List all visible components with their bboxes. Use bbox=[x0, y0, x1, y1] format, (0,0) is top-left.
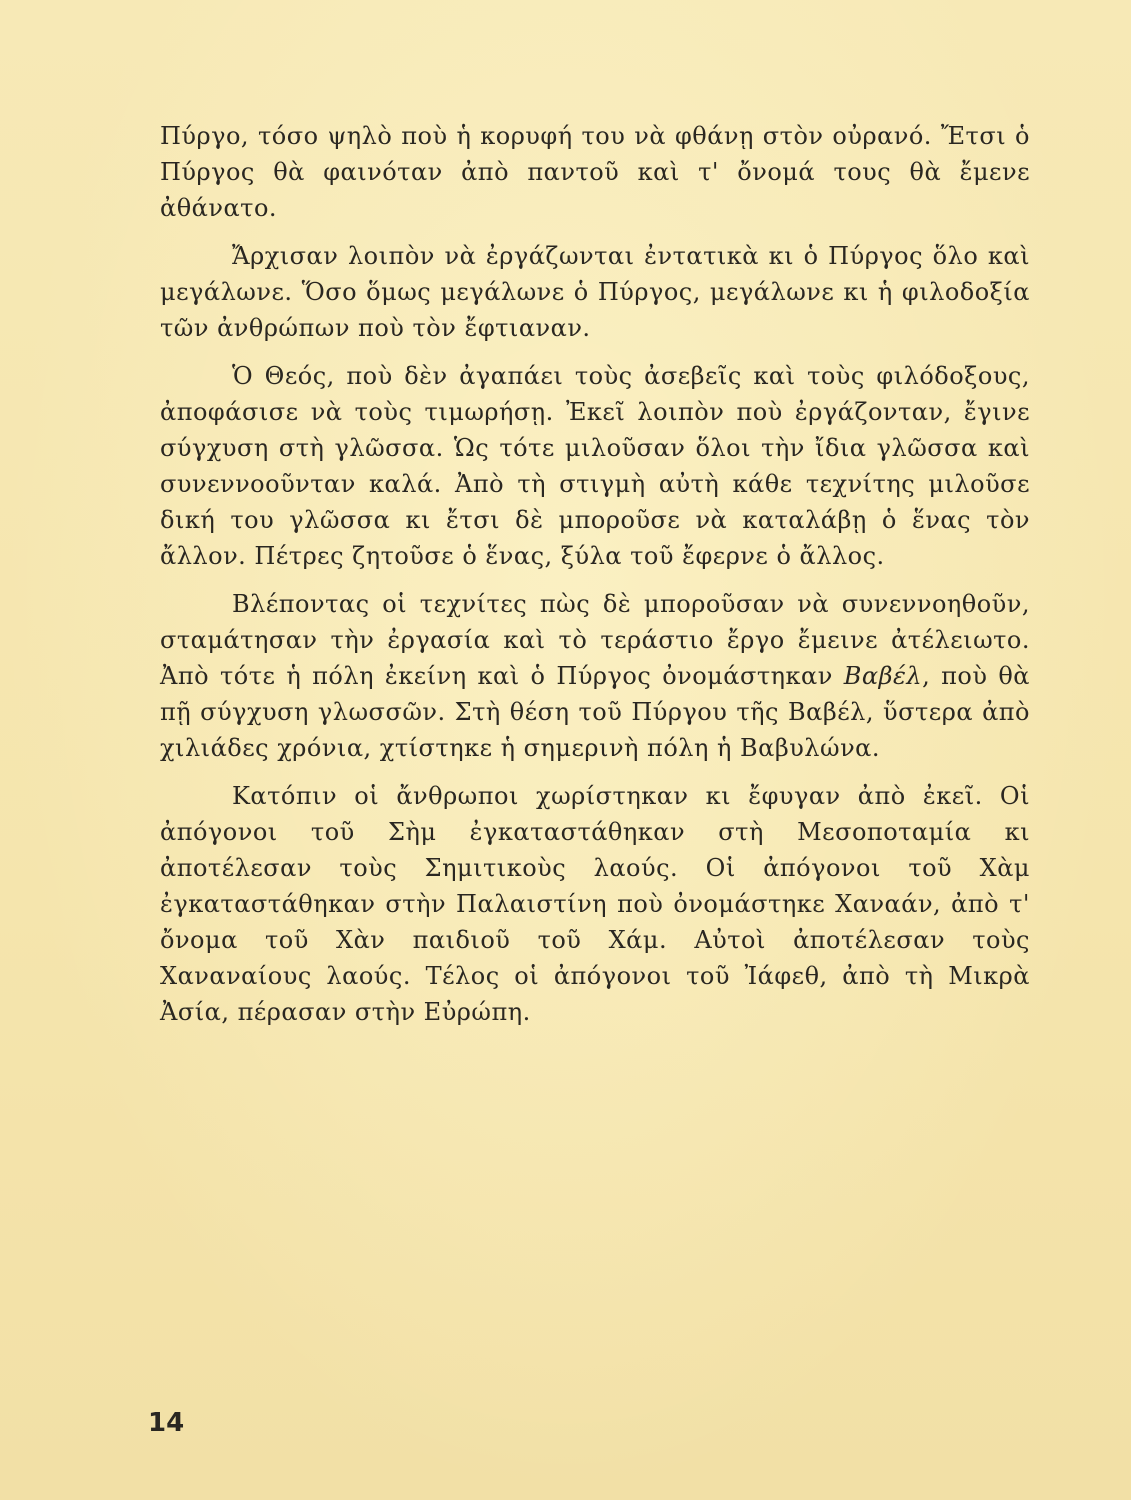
paragraph-5: Κατόπιν οἱ ἄνθρωποι χωρίστηκαν κι ἔφυγαν ἀπὸ ἐκεῖ. Οἱ ἀπόγονοι τοῦ Σὴμ ἐγκαταστάθηκαν στὴ Μεσοποταμία κι ἀποτέλεσαν τοὺς Σημιτικοὺς λαούς. Οἱ ἀπόγονοι τοῦ Χὰμ ἐγκαταστάθηκαν στὴν Παλαιστίνη ποὺ ὀνομάστηκε Χαναάν, ἀπὸ τ' ὄνομα τοῦ Χὰν παιδιοῦ τοῦ Χάμ. Αὐτοὶ ἀποτέλεσαν τοὺς Χαναναίους λαούς. Τέλος οἱ ἀπόγονοι τοῦ Ἰάφεθ, ἀπὸ τὴ Μικρὰ Ἀσία, πέρασαν στὴν Εὐρώπη. bbox=[160, 782, 1030, 1026]
paragraph-4 bbox=[160, 586, 1030, 766]
paragraph-2: Ἄρχισαν λοιπὸν νὰ ἐργάζωνται ἐντατικὰ κι ὁ Πύργος ὅλο καὶ μεγάλωνε. Ὅσο ὅμως μεγάλωνε ὁ Πύργος, μεγάλωνε κι ἡ φιλοδοξία τῶν ἀνθρώπων ποὺ τὸν ἔφτιαναν. bbox=[160, 242, 1030, 342]
paragraph-3: Ὁ Θεός, ποὺ δὲν ἀγαπάει τοὺς ἀσεβεῖς καὶ τοὺς φιλόδοξους, ἀποφάσισε νὰ τοὺς τιμωρήσῃ. Ἐκεῖ λοιπὸν ποὺ ἐργάζονταν, ἔγινε σύγχυση στὴ γλῶσσα. Ὡς τότε μιλοῦσαν ὅλοι τὴν ἴδια γλῶσσα καὶ συνεννοοῦνταν καλά. Ἀπὸ τὴ στιγμὴ αὐτὴ κάθε τεχνίτης μιλοῦσε δική του γλῶσσα κι ἔτσι δὲ μποροῦσε νὰ καταλάβῃ ὁ ἕνας τὸν ἄλλον. Πέτρες ζητοῦσε ὁ ἕνας, ξύλα τοῦ ἔφερνε ὁ ἄλλος. bbox=[160, 362, 1030, 570]
paragraph-4-text-before: Βλέποντας οἱ τεχνίτες πὼς δὲ μποροῦσαν νὰ συνεννοηθοῦν, σταμάτησαν τὴν ἐργασία καὶ τὸ τεράστιο ἔργο ἔμεινε ἀτέλειωτο. Ἀπὸ τότε ἡ πόλη ἐκείνη καὶ ὁ Πύργος ὀνομάστηκαν bbox=[160, 590, 1030, 690]
babel-emphasis: Βαβέλ bbox=[843, 662, 923, 690]
page-number: 14 bbox=[148, 1408, 185, 1438]
paragraph-1: Πύργο, τόσο ψηλὸ ποὺ ἡ κορυφή του νὰ φθάνῃ στὸν οὐρανό. Ἔτσι ὁ Πύργος θὰ φαινόταν ἀπὸ παντοῦ καὶ τ' ὄνομά τους θὰ ἔμενε ἀθάνατο. bbox=[160, 122, 1030, 222]
paragraph-4-text-after: , ποὺ θὰ πῇ σύγχυση γλωσσῶν. Στὴ θέση τοῦ Πύργου τῆς Βαβέλ, ὕστερα ἀπὸ χιλιάδες χρόνια, χτίστηκε ἡ σημερινὴ πόλη ἡ Βαβυλώνα. bbox=[160, 662, 1031, 762]
body-text bbox=[160, 118, 1030, 1042]
